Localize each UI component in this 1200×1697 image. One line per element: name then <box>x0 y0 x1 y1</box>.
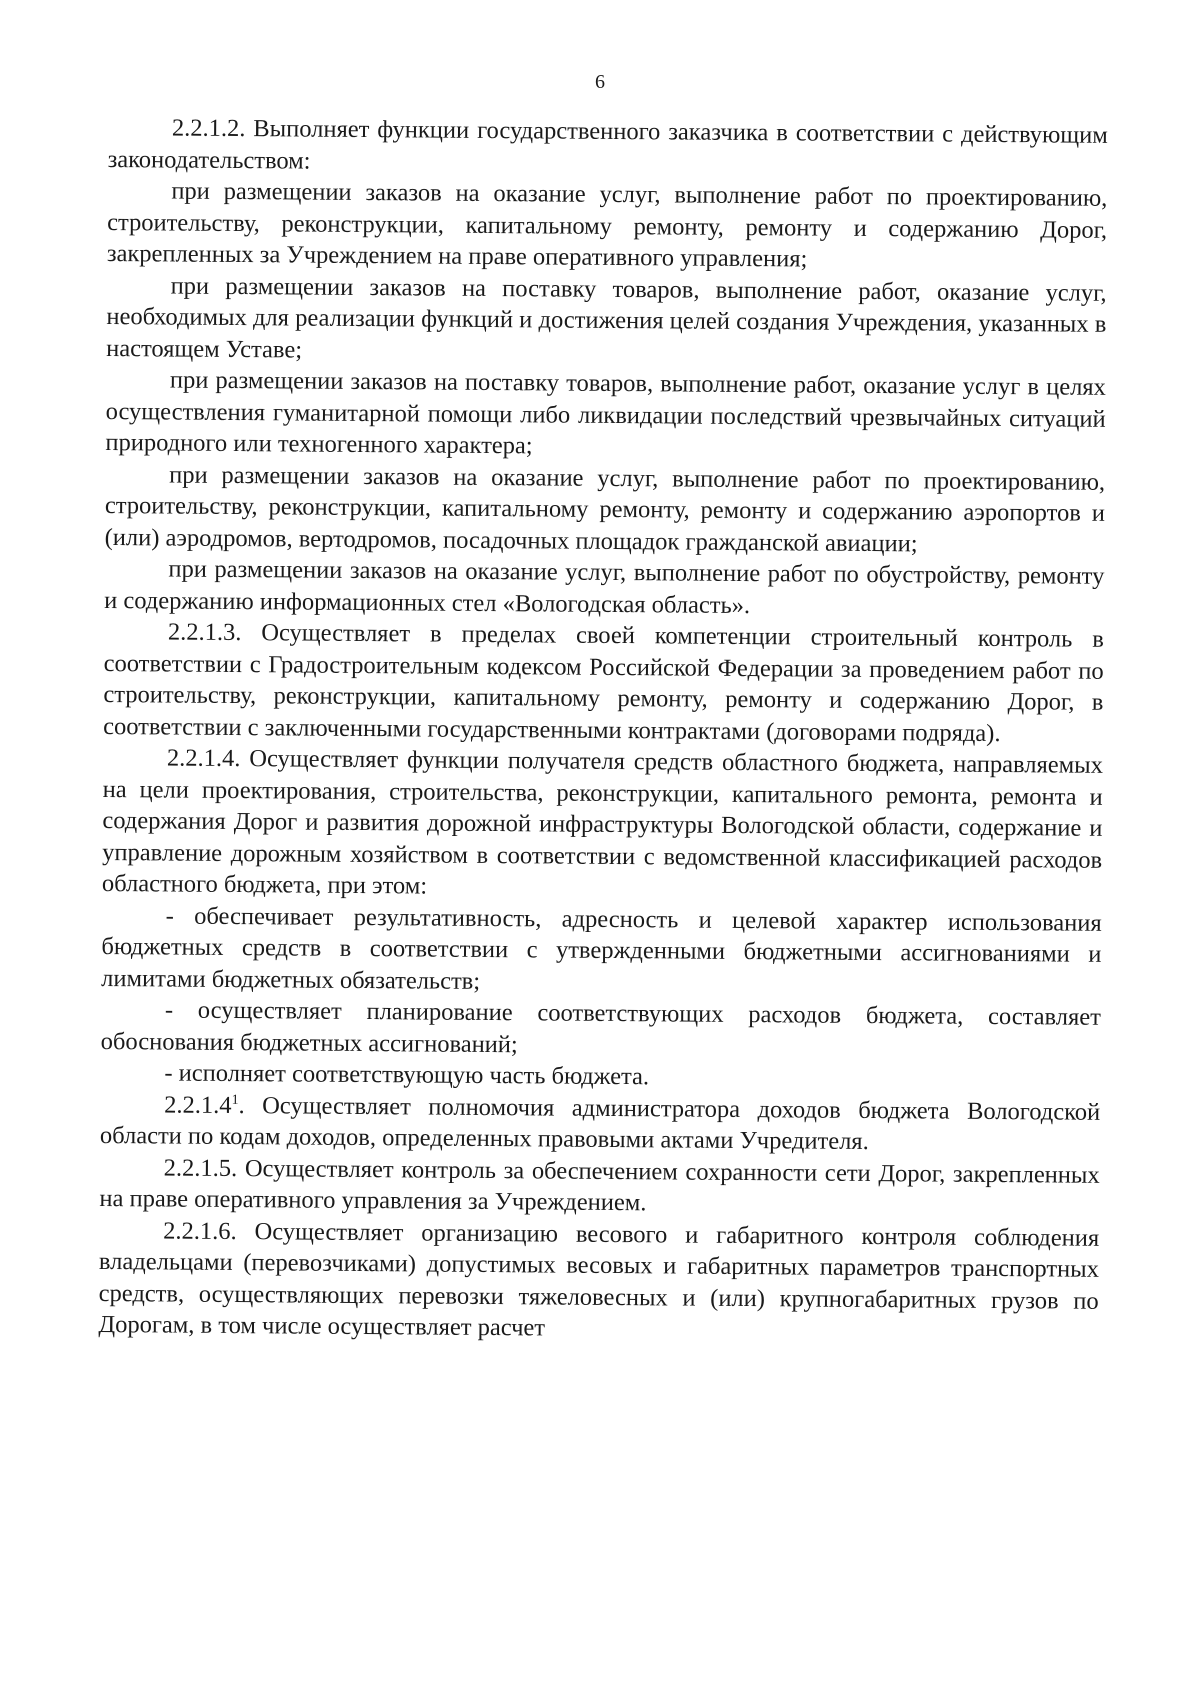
paragraph-2-2-1-3: 2.2.1.3. Осуществляет в пределах своей компетенции строительный контроль в соответствии с Градостроительным кодексом Российской Федерации за проведением работ по строительству, реконструкции, капитальному ремонту, ремонту и содержанию Дорог, в соответствии с заключенными государственными контрактами (договорами подряда). <box>103 618 1104 747</box>
paragraph-airport-orders: при размещении заказов на оказание услуг, выполнение работ по проектированию, строительству, реконструкции, капитальному ремонту, ремонту и содержанию аэропортов и (или) аэродромов, вертодромов, посадочных площадок гражданской авиации; <box>104 460 1106 557</box>
section-number: 2.2.1.4 <box>164 1090 232 1119</box>
paragraph-roads-orders: при размещении заказов на оказание услуг, выполнение работ по проектированию, строительству, реконструкции, капитальному ремонту, ремонту и содержанию Дорог, закрепленных за Учреждением на праве оперативного управления; <box>106 177 1108 273</box>
paragraph-2-2-1-4-1 <box>100 1088 1100 1159</box>
superscript-mark: 1 <box>231 1092 239 1108</box>
list-item-planning: - осуществляет планирование соответствующих расходов бюджета, составляет обоснования бюджетных ассигнований; <box>100 996 1102 1058</box>
document-body <box>98 112 1108 1348</box>
paragraph-text: . Осуществляет полномочия администратора доходов бюджета Вологодской области по кодам доходов, определенных правовыми актами Учредителя. <box>99 1091 1101 1156</box>
paragraph-2-2-1-6: 2.2.1.6. Осуществляет организацию весового и габаритного контроля соблюдения владельцами (перевозчиками) допустимых весовых и габаритных параметров транспортных средств, осуществляющих перевозки тяжеловесных и (или) крупногабаритных грузов по Дорогам, в том числе осуществляет расчет <box>98 1216 1100 1342</box>
paragraph-2-2-1-4: 2.2.1.4. Осуществляет функции получателя средств областного бюджета, направляемых на цели проектирования, строительства, реконструкции, капитального ремонта, ремонта и содержания Дорог и развития дорожной инфраструктуры Вологодской области, содержание и управление дорожным хозяйством в соответствии с ведомственной классификацией расходов областного бюджета, при этом: <box>101 744 1104 900</box>
list-item-effectiveness: - обеспечивает результативность, адресность и целевой характер использования бюджетных средств в соответствии с утвержденными бюджетными ассигнованиями и лимитами бюджетных обязательств; <box>101 901 1102 995</box>
paragraph-2-2-1-5: 2.2.1.5. Осуществляет контроль за обеспечением сохранности сети Дорог, закрепленных на праве оперативного управления за Учреждением. <box>99 1153 1100 1217</box>
paragraph-supply-orders: при размещении заказов на поставку товаров, выполнение работ, оказание услуг, необходимых для реализации функций и достижения целей создания Учреждения, указанных в настоящем Уставе; <box>106 271 1107 364</box>
paragraph-2-2-1-2: 2.2.1.2. Выполняет функции государственного заказчика в соответствии с действующим законодательством: <box>107 114 1108 175</box>
list-item-execution: - исполняет соответствующую часть бюджета. <box>164 1059 650 1091</box>
paragraph-humanitarian-orders: при размещении заказов на поставку товаров, выполнение работ, оказание услуг в целях осуществления гуманитарной помощи либо ликвидации последствий чрезвычайных ситуаций природного или техногенного характера; <box>105 366 1106 460</box>
page-number: 6 <box>595 71 605 93</box>
paragraph-stele-orders: при размещении заказов на оказание услуг, выполнение работ по обустройству, ремонту и содержанию информационных стел «Вологодская область». <box>104 555 1105 619</box>
